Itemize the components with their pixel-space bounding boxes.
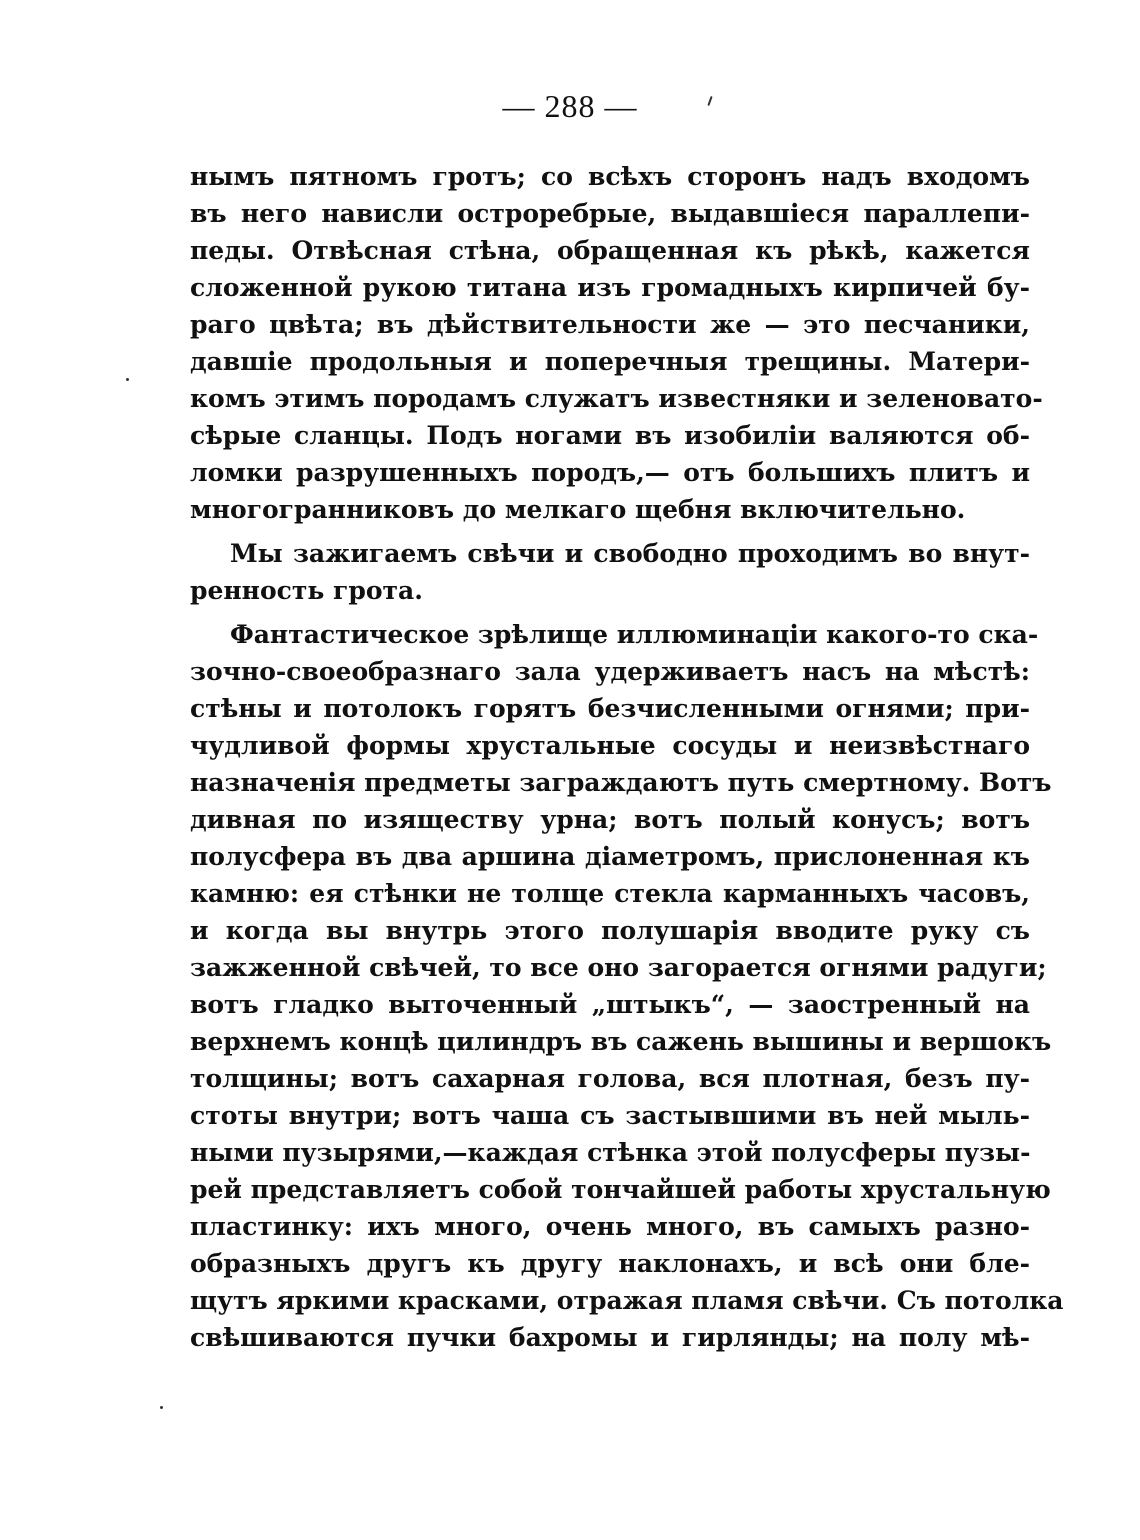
text-line: полусфера въ два аршина діаметромъ, прислоненная къ xyxy=(190,842,1030,871)
text-line: камню: ея стѣнки не толще стекла карманныхъ часовъ, xyxy=(190,879,1030,908)
text-line: образныхъ другъ къ другу наклонахъ, и всѣ они бле- xyxy=(190,1249,1030,1278)
text-line: комъ этимъ породамъ служатъ известняки и зеленовато- xyxy=(190,384,1043,413)
text-line: въ него нависли остроребрые, выдавшіеся параллепи- xyxy=(190,199,1030,228)
text-line: верхнемъ концѣ цилиндръ въ сажень вышины и вершокъ xyxy=(190,1027,1052,1056)
body-text xyxy=(190,158,1064,1356)
page-number: — 288 — xyxy=(502,88,638,124)
text-line: стѣны и потолокъ горятъ безчисленными огнями; при- xyxy=(190,694,1030,723)
text-line: чудливой формы хрустальные сосуды и неизвѣстнаго xyxy=(190,731,1030,760)
text-line: давшіе продольныя и поперечныя трещины. Матери- xyxy=(190,347,1030,376)
text-line: и когда вы внутрь этого полушарія вводите руку съ xyxy=(190,916,1030,945)
text-line: сѣрые сланцы. Подъ ногами въ изобиліи валяются об- xyxy=(190,421,1030,450)
text-line: рей представляетъ собой тончайшей работы хрустальную xyxy=(190,1175,1051,1204)
text-line: педы. Отвѣсная стѣна, обращенная къ рѣкѣ, кажется xyxy=(190,236,1030,265)
text-line: дивная по изяществу урна; вотъ полый конусъ; вотъ xyxy=(190,805,1030,834)
text-line: сложенной рукою титана изъ громадныхъ кирпичей бу- xyxy=(190,273,1030,302)
text-line: ренность грота. xyxy=(190,576,423,605)
text-line: пластинку: ихъ много, очень много, въ самыхъ разно- xyxy=(190,1212,1030,1241)
text-line: ломки разрушенныхъ породъ,— отъ большихъ плитъ и xyxy=(190,458,1030,487)
text-line: стоты внутри; вотъ чаша съ застывшими въ ней мыль- xyxy=(190,1101,1030,1130)
paragraph xyxy=(190,158,1043,528)
text-line: многогранниковъ до мелкаго щебня включительно. xyxy=(190,495,966,524)
text-line: Фантастическое зрѣлище иллюминаціи какого-то ска- xyxy=(230,620,1039,649)
text-line: щутъ яркими красками, отражая пламя свѣчи. Съ потолка xyxy=(190,1286,1064,1315)
text-line: Мы зажигаемъ свѣчи и свободно проходимъ во внут- xyxy=(230,539,1030,568)
paragraph xyxy=(190,616,1064,1356)
text-line: ными пузырями,—каждая стѣнка этой полусферы пузы- xyxy=(190,1138,1031,1167)
scan-speck xyxy=(160,1406,163,1409)
text-line: зажженной свѣчей, то все оно загорается огнями радуги; xyxy=(190,953,1047,982)
paragraph xyxy=(190,535,1030,609)
text-line: толщины; вотъ сахарная голова, вся плотная, безъ пу- xyxy=(190,1064,1030,1093)
text-line: вотъ гладко выточенный „штыкъ“, — заостренный на xyxy=(190,990,1030,1019)
scan-speck xyxy=(126,378,129,381)
text-line: назначенія предметы заграждаютъ путь смертному. Вотъ xyxy=(190,768,1052,797)
text-line: свѣшиваются пучки бахромы и гирлянды; на полу мѣ- xyxy=(190,1323,1030,1352)
text-line: нымъ пятномъ гротъ; со всѣхъ сторонъ надъ входомъ xyxy=(190,162,1030,191)
text-line: раго цвѣта; въ дѣйствительности же — это песчаники, xyxy=(190,310,1030,339)
text-line: зочно-своеобразнаго зала удерживаетъ насъ на мѣстѣ: xyxy=(190,657,1030,686)
